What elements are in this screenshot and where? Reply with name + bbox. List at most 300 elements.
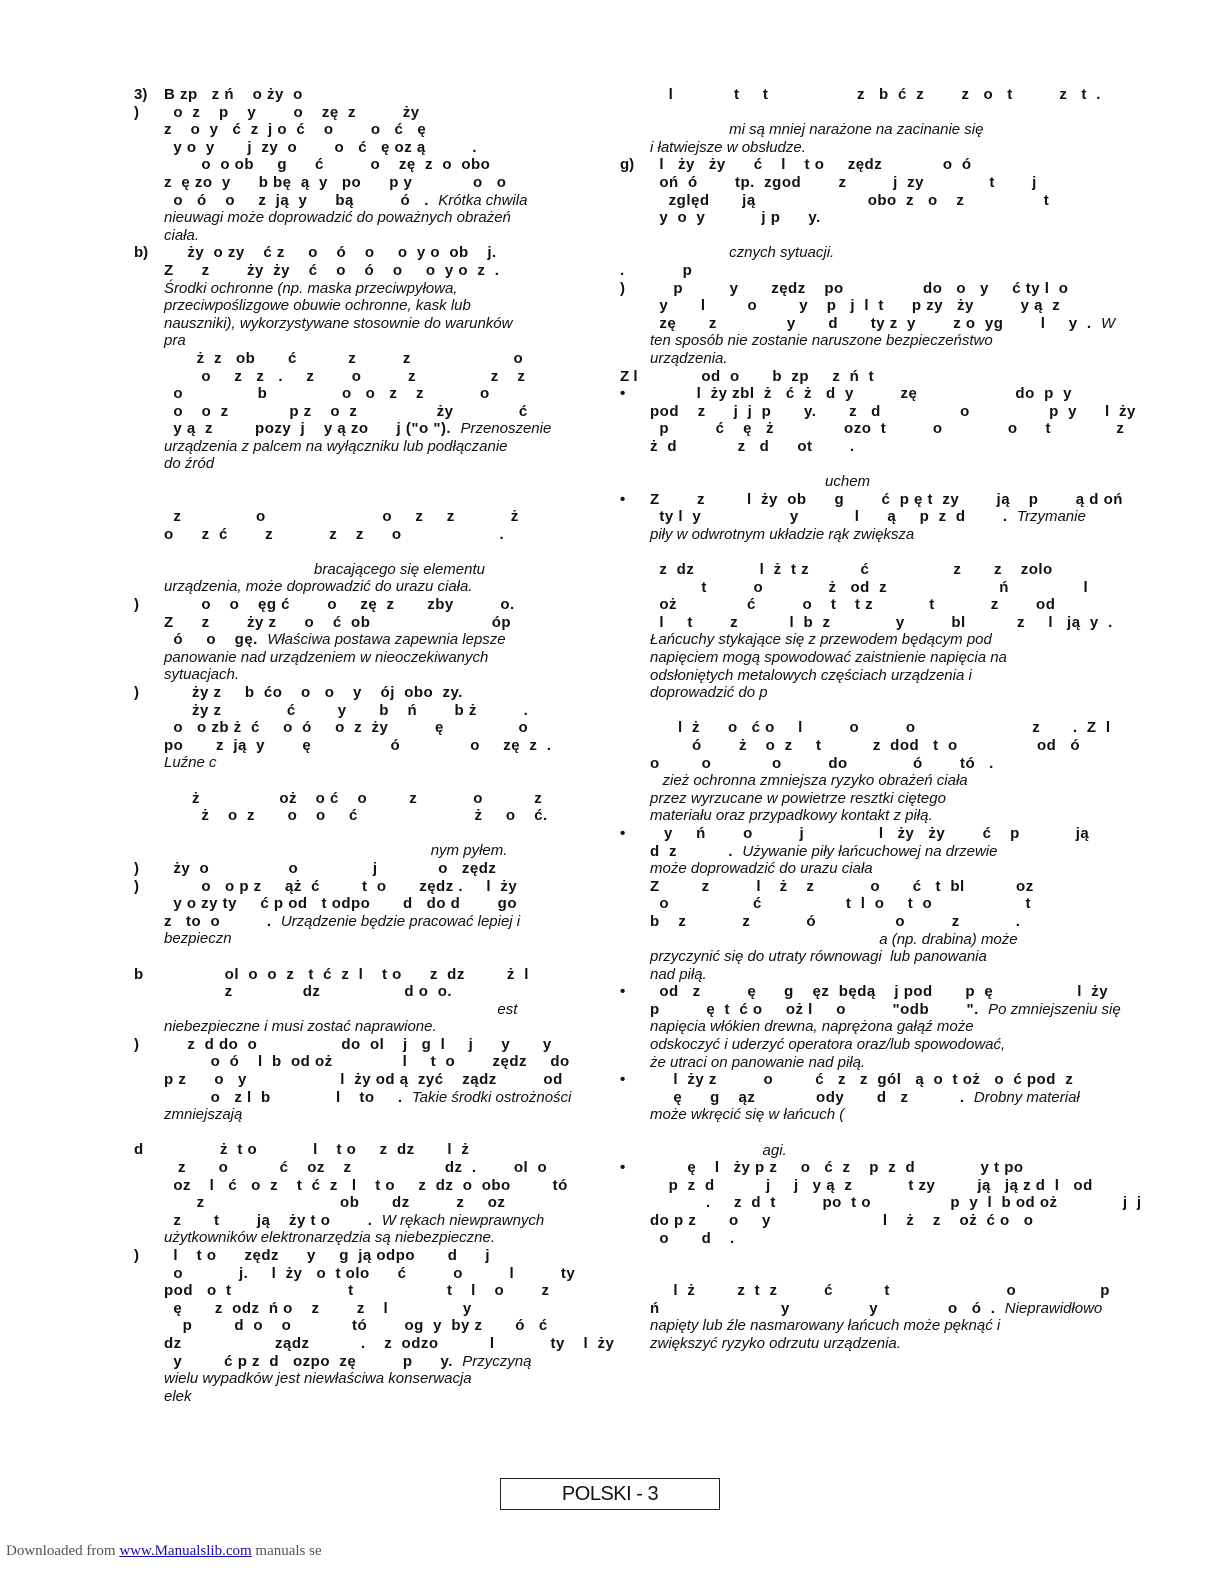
italic-text: Po zmniejszeniu się — [988, 1000, 1121, 1018]
bold-text: Z z ży z o ć ob óp — [164, 613, 512, 631]
bold-text: po z ją y ę ó o zę z . — [164, 736, 552, 754]
bold-text: o d . — [650, 1229, 735, 1247]
item-marker: ) — [134, 103, 139, 121]
italic-text: urządzenia z palcem na wyłączniku lub podłączanie — [164, 437, 508, 455]
text-line — [650, 1299, 1103, 1318]
text-line — [164, 1018, 590, 1036]
download-prefix: Downloaded from — [6, 1543, 120, 1559]
italic-text: pra — [164, 332, 186, 350]
italic-text: W — [1100, 314, 1116, 332]
spacer — [620, 104, 1090, 122]
item-marker: • — [620, 385, 626, 403]
spacer — [620, 1124, 1090, 1142]
text-line — [650, 350, 1090, 368]
bold-text: . z d t po t o p y l b od oż j j — [650, 1194, 1142, 1212]
text-line — [164, 1370, 590, 1388]
text-line — [164, 895, 590, 913]
item-marker: 3) — [134, 86, 148, 103]
bold-text: t o ż od z ń l — [650, 578, 1089, 596]
text-line — [650, 561, 1090, 579]
item-marker: • — [620, 1159, 626, 1177]
spacer — [134, 473, 590, 508]
bold-text: dz ządz . z odzo l ty l ży — [164, 1334, 615, 1352]
item-marker: ) — [620, 279, 625, 297]
italic-text: elek — [164, 1387, 192, 1405]
text-line — [650, 1018, 1090, 1036]
text-line — [650, 368, 1090, 386]
bold-text: oz l ć o z t ć z l t o z dz o obo tó — [164, 1176, 568, 1194]
text-line — [164, 315, 590, 333]
spacer — [620, 543, 1090, 561]
italic-text: napięcia włókien drewna, naprężona gałąź może — [650, 1018, 974, 1036]
section-heading — [134, 86, 590, 104]
text-line — [650, 825, 1090, 843]
text-line — [650, 209, 1090, 227]
bold-text: z o o z z ż — [164, 508, 519, 526]
italic-text: agi. — [650, 1141, 787, 1159]
bold-text: oń ó tp. zgod z j zy t j — [650, 173, 1037, 191]
italic-text: zwiększyć ryzyko odrzutu urządzenia. — [650, 1334, 901, 1352]
bold-text: y ć p z d ozpo zę p y. — [164, 1352, 463, 1370]
manualslib-link[interactable]: www.Manualslib.com — [119, 1543, 252, 1559]
italic-text: Przenoszenie — [460, 420, 552, 438]
text-line — [164, 1212, 590, 1230]
right-column — [620, 86, 1142, 1353]
item-marker: ) — [134, 684, 139, 701]
list-item — [620, 473, 1090, 491]
bold-text: y o y j p y. — [650, 209, 821, 227]
bold-text: ż z ob ć z z o — [164, 349, 524, 367]
text-line — [164, 227, 590, 245]
bold-text: b z z ó o z . — [650, 912, 1021, 930]
bold-text: ży o zy ć z o ó o o y o ob j. — [164, 244, 497, 262]
spacer — [134, 825, 590, 843]
italic-text: ciała. — [164, 226, 200, 244]
list-item — [620, 983, 1121, 1071]
bold-text: B zp z ń o ży o — [164, 86, 303, 103]
bold-text: l t z l b z y bl z l ją y . — [650, 613, 1113, 631]
text-line — [650, 438, 1090, 456]
bold-text: ż d z d ot . — [650, 437, 855, 455]
text-line — [650, 631, 1090, 649]
text-line — [650, 314, 1116, 333]
bold-text: pod o t t t l o z — [164, 1282, 550, 1300]
text-line — [650, 1230, 1090, 1248]
list-item — [134, 596, 590, 684]
text-line — [164, 262, 590, 280]
text-line — [650, 490, 1123, 509]
item-marker: g) — [620, 156, 635, 174]
list-item — [134, 1036, 590, 1124]
text-line — [164, 1247, 590, 1265]
text-line — [650, 772, 1090, 790]
text-line — [164, 455, 590, 473]
bold-text: ó ż o z t z dod t o od ó — [650, 736, 1081, 754]
text-line — [164, 1106, 590, 1124]
italic-text: do źród — [164, 455, 215, 473]
text-line — [164, 1036, 590, 1054]
text-line — [650, 1036, 1090, 1054]
italic-text: Trzymanie — [1016, 508, 1086, 526]
text-line — [164, 1353, 590, 1371]
list-item — [134, 561, 590, 596]
italic-text: est — [164, 1000, 518, 1018]
text-line — [650, 843, 1090, 861]
text-line — [164, 1089, 590, 1107]
bold-text: p — [650, 261, 693, 279]
text-line — [650, 508, 1090, 526]
bold-text: Z z l ży ob g ć p ę t zy ją p ą d oń — [650, 490, 1123, 508]
text-line — [164, 1317, 590, 1335]
text-line — [650, 1000, 1121, 1019]
text-line — [650, 1194, 1142, 1212]
bold-text: l ży z o ć z z gól ą o t oż o ć pod z — [650, 1071, 1074, 1089]
page-number: POLSKI - 3 — [561, 1483, 659, 1505]
bold-text: z d do o do ol j g l j y y — [164, 1035, 552, 1053]
bold-text: p ć ę ż ozo t o o t z — [650, 420, 1125, 438]
item-marker: b) — [134, 244, 149, 262]
bold-text: z o ć oz z dz . ol o — [164, 1159, 548, 1177]
text-line — [164, 860, 590, 878]
text-line — [164, 368, 590, 386]
item-marker: • — [620, 824, 626, 842]
bold-text: o o zb ż ć o ó o z ży ę o — [164, 719, 529, 737]
text-line — [650, 244, 1090, 262]
text-line — [650, 613, 1113, 632]
text-line — [164, 297, 590, 315]
italic-text: nym pyłem. — [164, 842, 508, 860]
bold-text: z o y ć z j o ć o o ć ę — [164, 121, 427, 139]
bold-text: y ń o j l ży ży ć p ją — [650, 824, 1090, 842]
italic-text: bracającego się elementu — [164, 560, 485, 578]
text-line — [164, 1388, 590, 1406]
text-line — [164, 1229, 590, 1247]
text-line — [650, 1054, 1090, 1072]
text-line — [650, 649, 1090, 667]
bold-text: o z l b l to . — [164, 1088, 412, 1106]
bold-text: ę z odz ń o z z l y — [164, 1299, 472, 1317]
page-number-box — [500, 1478, 720, 1510]
text-line — [164, 526, 590, 544]
bold-text: y l o y p j l t p zy ży y ą z — [650, 297, 1061, 315]
bold-text: ń y y o ó . — [650, 1299, 1005, 1317]
text-line — [650, 86, 1101, 104]
text-line — [650, 895, 1090, 913]
text-line — [650, 473, 1090, 491]
text-line — [650, 1176, 1093, 1195]
text-line — [164, 1282, 590, 1300]
italic-text: że utraci on panowanie nad piłą. — [650, 1053, 866, 1071]
bold-text: p d o o tó og y by z ó ć — [164, 1317, 548, 1335]
spacer — [134, 1124, 590, 1142]
italic-text: Takie środki ostrożności — [411, 1088, 572, 1106]
list-item — [134, 1141, 590, 1247]
bold-text: l ży ży ć l t o zędz o ó — [650, 156, 972, 174]
text-line — [650, 420, 1125, 438]
text-line — [650, 1106, 1090, 1124]
text-line — [164, 966, 590, 984]
italic-text: Właściwa postawa zapewnia lepsze — [267, 631, 506, 649]
text-line — [164, 192, 590, 210]
bold-text: d z . — [650, 842, 743, 860]
list-item — [134, 1001, 590, 1036]
list-item — [620, 1282, 1110, 1352]
bold-text: ó o gę. — [164, 631, 268, 649]
text-line — [650, 579, 1090, 597]
text-line — [164, 649, 590, 667]
italic-text: Nieprawidłowo — [1004, 1299, 1103, 1317]
text-line — [650, 948, 1090, 966]
italic-text: urządzenia, może doprowadzić do urazu ciała. — [164, 578, 473, 596]
text-line — [164, 508, 590, 526]
italic-text: może wkręcić się w łańcuch ( — [650, 1106, 845, 1124]
italic-text: nauszniki), wykorzystywane stosownie do warunków — [164, 314, 513, 332]
bold-text: p z d j j y ą z t zy ją ją z d l od — [650, 1176, 1093, 1194]
text-line — [164, 719, 590, 737]
italic-text: W rękach niewprawnych — [381, 1211, 545, 1229]
item-marker: • — [620, 1071, 626, 1089]
list-item — [134, 878, 590, 948]
italic-text: napięty lub źle nasmarowany łańcuch może pęknąć i — [650, 1317, 1001, 1335]
text-line — [650, 262, 1090, 280]
text-line — [164, 790, 590, 808]
text-line — [164, 913, 590, 931]
text-line — [650, 966, 1090, 984]
text-line — [650, 1159, 1090, 1177]
bold-text: p y zędz po do o y ć ty l o — [650, 279, 1069, 297]
left-column — [134, 86, 615, 1405]
italic-text: doprowadzić do p — [650, 684, 768, 702]
text-line — [650, 1335, 1090, 1353]
text-line — [164, 930, 590, 948]
italic-text: a (np. drabina) może — [650, 930, 1018, 948]
italic-text: Drobny materiał — [973, 1088, 1080, 1106]
item-marker: Z l — [620, 367, 638, 385]
bold-text: o o o do ó tó . — [650, 754, 994, 772]
italic-text: uchem — [650, 473, 871, 491]
italic-text: sytuacjach. — [164, 666, 240, 684]
bold-text: zględ ją obo z o z t — [650, 191, 1050, 209]
list-item — [620, 244, 1090, 262]
italic-text: Przyczyną — [462, 1352, 532, 1370]
text-line — [164, 631, 590, 649]
text-line — [164, 666, 590, 684]
text-line — [650, 596, 1090, 614]
text-line — [650, 913, 1090, 931]
spacer — [134, 948, 590, 966]
list-item — [134, 860, 590, 878]
bold-text: o o ęg ć o zę z zby o. — [164, 596, 515, 614]
italic-text: niebezpieczne i musi zostać naprawione. — [164, 1018, 437, 1036]
list-item — [620, 156, 1090, 226]
text-line — [164, 332, 590, 350]
bold-text: ż o z o o ć ż o ć. — [164, 807, 548, 825]
text-line — [650, 297, 1090, 315]
italic-text: wielu wypadków jest niewłaściwa konserwacja — [164, 1370, 472, 1388]
italic-text: Łańcuchy stykające się z przewodem będącym pod — [650, 631, 992, 649]
italic-text: Luźne c — [164, 754, 217, 772]
italic-text: Środki ochronne (np. maska przeciwpyłowa, — [164, 279, 458, 297]
text-line — [164, 614, 590, 632]
bold-text: l ż z t z ć t o p — [650, 1282, 1110, 1300]
list-item — [134, 104, 590, 245]
list-item — [134, 966, 590, 1001]
list-item — [134, 842, 590, 860]
list-item — [620, 1142, 1090, 1160]
text-line — [164, 403, 590, 421]
bold-text: l ży zbl ż ć ż d y zę do p y — [650, 385, 1072, 403]
item-marker: • — [620, 490, 626, 508]
italic-text: materiału oraz przypadkowy kontakt z piłą. — [650, 807, 933, 825]
text-line — [164, 350, 590, 368]
italic-text: odskoczyć i uderzyć operatora oraz/lub spowodować, — [650, 1036, 1006, 1054]
item-marker: b — [134, 965, 144, 983]
text-line — [164, 174, 590, 192]
list-item — [620, 86, 1101, 104]
italic-text: bezpieczn — [164, 930, 232, 948]
italic-text: nad piłą. — [650, 965, 707, 983]
item-marker: ) — [134, 1247, 139, 1264]
text-line — [650, 1071, 1090, 1089]
list-item — [620, 719, 1111, 825]
italic-text: zież ochronna zmniejsza ryzyko obrażeń ciała — [650, 772, 968, 790]
italic-text: nieuwagi może doprowadzić do poważnych obrażeń — [164, 209, 511, 227]
italic-text: może doprowadzić do urazu ciała — [650, 860, 873, 878]
list-item — [134, 684, 590, 772]
text-line — [650, 332, 1090, 350]
list-item — [134, 244, 590, 473]
text-line — [164, 1177, 590, 1195]
text-line — [164, 983, 590, 1001]
bold-text: oż ć o t t z t z od — [650, 596, 1056, 614]
text-line — [164, 156, 590, 174]
bold-text: l t t z b ć z z o t z t . — [650, 86, 1101, 103]
bold-text: z to o . — [164, 912, 281, 930]
text-line — [650, 526, 1090, 544]
text-line — [164, 104, 590, 122]
text-line — [650, 156, 1090, 174]
text-line — [164, 1334, 615, 1353]
text-line — [650, 983, 1109, 1001]
list-item — [620, 490, 1123, 544]
bold-text: ż oż o ć o z o z — [164, 789, 543, 807]
list-item — [620, 825, 1090, 983]
text-line — [164, 385, 590, 403]
text-line — [164, 121, 590, 139]
text-line — [164, 842, 590, 860]
italic-text: przez wyrzucane w powietrze resztki ciętego — [650, 789, 946, 807]
bold-text: o ć t l o t o t — [650, 895, 1032, 913]
spacer — [134, 772, 590, 790]
list-item — [620, 279, 1116, 368]
text-line — [650, 719, 1111, 737]
bold-text: o z p y o zę z ży — [164, 103, 420, 121]
download-notice — [6, 1543, 322, 1560]
bold-text: pod z j j p y. z d o p y l ży — [650, 402, 1136, 420]
italic-text: urządzenia. — [650, 349, 728, 367]
bold-text: od z ę g ęz będą j pod p ę l ży — [650, 983, 1109, 1001]
italic-text: przyczynić się do utraty równowagi lub panowania — [650, 948, 987, 966]
text-line — [650, 1282, 1110, 1300]
bold-text: y o y j zy o o ć ę oz ą . — [164, 138, 478, 156]
text-line — [164, 139, 590, 157]
text-line — [650, 667, 1090, 685]
text-line — [650, 385, 1090, 403]
italic-text: Używanie piły łańcuchowej na drzewie — [742, 842, 998, 860]
text-line — [164, 209, 590, 227]
bold-text: p z o y l ży od ą zyć ządz od — [164, 1071, 563, 1089]
italic-text: zmniejszają — [164, 1106, 243, 1124]
italic-text: ten sposób nie zostanie naruszone bezpieczeństwo — [650, 332, 993, 350]
text-line — [164, 737, 590, 755]
bold-text: o o ob g ć o zę z o obo — [164, 156, 491, 174]
text-line — [650, 737, 1090, 755]
text-line — [650, 1142, 1090, 1160]
italic-text: i łatwiejsze w obsłudze. — [650, 138, 806, 156]
bold-text: ę g ąz ody d z . — [650, 1088, 974, 1106]
italic-text: panowanie nad urządzeniem w nieoczekiwanych — [164, 648, 489, 666]
list-item — [134, 1247, 615, 1405]
bold-text: z dz d o o. — [164, 983, 453, 1001]
italic-text: przeciwpoślizgowe obuwie ochronne, kask lub — [164, 297, 471, 315]
text-line — [650, 139, 1090, 157]
text-line — [650, 174, 1090, 192]
list-item — [134, 508, 590, 543]
text-line — [164, 561, 590, 579]
bold-text: o o p z ąż ć t o zędz . l ży — [164, 877, 518, 895]
text-line — [164, 1001, 590, 1019]
text-line — [164, 1265, 590, 1283]
text-line — [650, 402, 1136, 421]
bold-text: ty l y y l ą p z d . — [650, 508, 1017, 526]
item-marker: ) — [134, 859, 139, 877]
text-line — [164, 1071, 590, 1089]
text-line — [164, 1300, 590, 1318]
list-item — [134, 790, 590, 825]
bold-text: o o z p z o z ży ć — [164, 402, 528, 420]
text-line — [650, 1089, 1090, 1107]
text-line — [164, 684, 590, 702]
item-marker: d — [134, 1141, 144, 1159]
text-line — [164, 86, 590, 104]
spacer — [620, 227, 1090, 245]
text-line — [164, 1053, 590, 1071]
bold-text: z t ją ży t o . — [164, 1211, 382, 1229]
item-marker: ) — [134, 1035, 139, 1053]
text-line — [164, 578, 590, 596]
bold-text: ży z b ćo o o y ój obo zy. — [164, 684, 463, 701]
italic-text: cznych sytuacji. — [650, 244, 835, 262]
bold-text: od o b zp z ń t — [650, 367, 875, 385]
text-line — [650, 192, 1090, 210]
list-item — [620, 561, 1113, 702]
bold-text: o z ć z z z o . — [164, 525, 505, 543]
bold-text: y o zy ty ć p od t odpo d do d go — [164, 895, 517, 913]
bold-text: zę z y d ty z y z o yg l y . — [650, 314, 1101, 332]
text-line — [650, 280, 1090, 298]
text-line — [650, 755, 1090, 773]
bold-text: o ó l b od oż l t o zędz do — [164, 1053, 570, 1071]
spacer — [620, 702, 1090, 720]
text-line — [650, 807, 1090, 825]
text-line — [650, 684, 1090, 702]
bold-text: o ó o z ją y bą ó . — [164, 191, 439, 209]
bold-text: Z z ży ży ć o ó o o y o z . — [164, 261, 500, 279]
bold-text: o j. l ży o t olo ć o l ty — [164, 1264, 576, 1282]
bold-text: y ą z pozy j y ą zo j ("o "). — [164, 420, 461, 438]
bold-text: o z z . z o z z z — [164, 367, 526, 385]
item-marker: ) — [134, 877, 139, 895]
